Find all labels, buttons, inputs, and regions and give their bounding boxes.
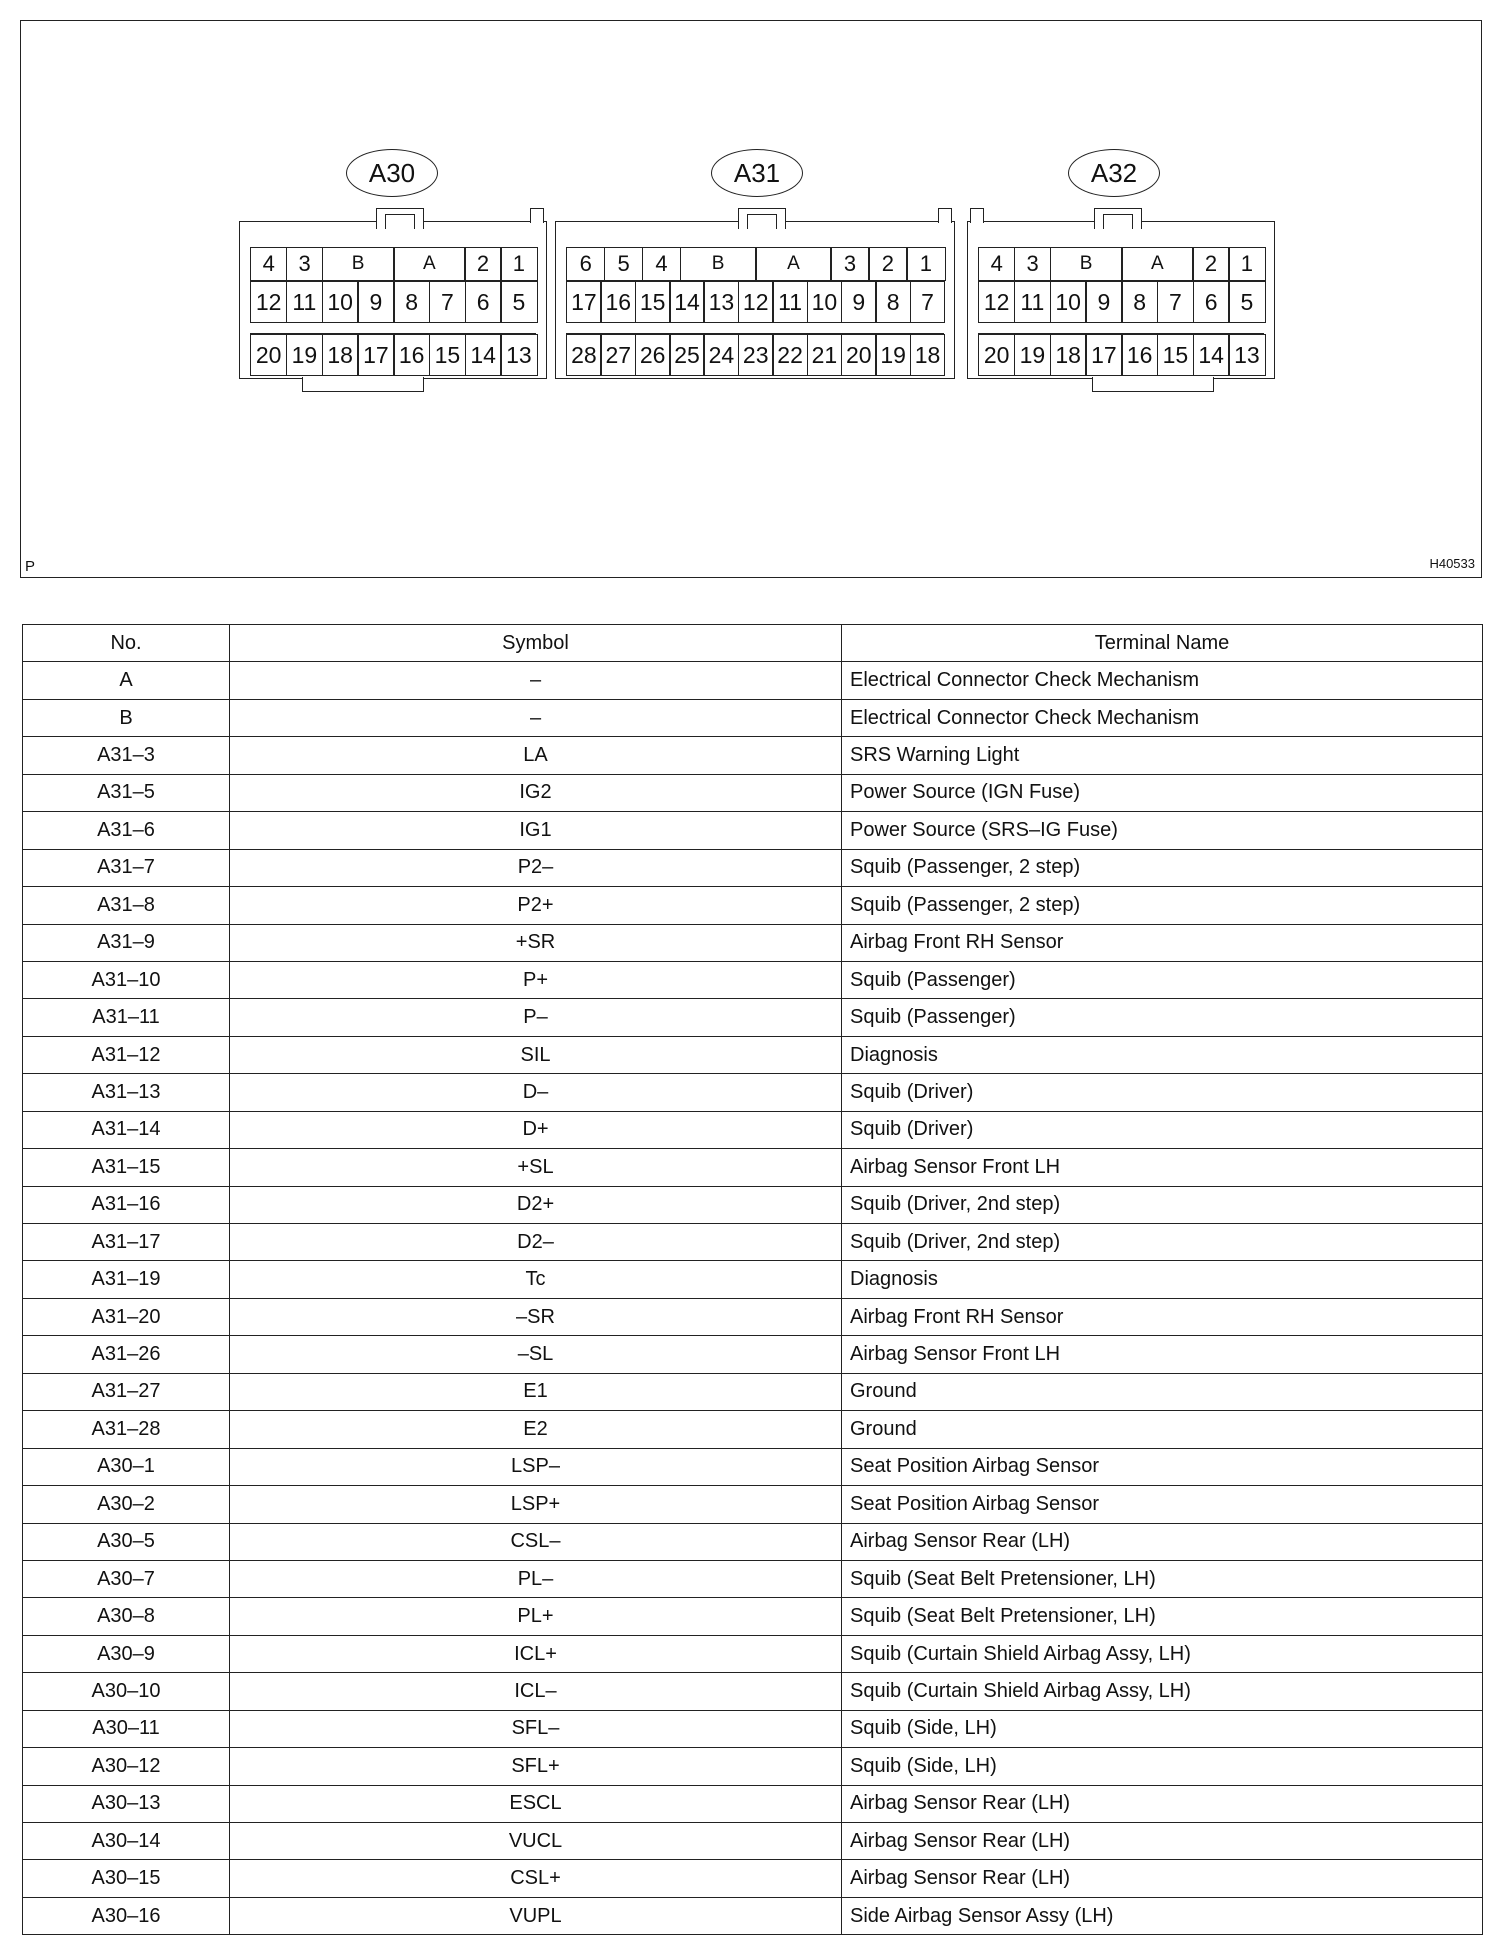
terminal-cavity: 8 [875,281,911,323]
terminal-cavity: 10 [807,281,843,323]
terminal-symbol: LSP+ [230,1486,842,1523]
terminal-no: A30–16 [23,1897,230,1934]
terminal-cavity: 6 [566,247,605,281]
terminal-cavity: 19 [875,334,911,376]
terminal-cavity: 17 [1085,334,1122,376]
connector-a30 [239,221,547,379]
terminal-symbol: D2+ [230,1186,842,1223]
table-row [23,1897,1483,1934]
check-mechanism-cavity: A [393,247,466,281]
table-row [23,1186,1483,1223]
terminal-cavity: 18 [1050,334,1087,376]
terminal-cavity: 22 [772,334,808,376]
terminal-name: Airbag Sensor Rear (LH) [842,1860,1483,1897]
terminal-name: SRS Warning Light [842,737,1483,774]
terminal-symbol: P2– [230,849,842,886]
terminal-name: Side Airbag Sensor Assy (LH) [842,1897,1483,1934]
terminal-cavity: 9 [841,281,877,323]
check-mechanism-cavity: A [755,247,832,281]
terminal-name: Airbag Sensor Rear (LH) [842,1523,1483,1560]
terminal-symbol: D– [230,1074,842,1111]
terminal-cavity: 1 [500,247,537,281]
terminal-cavity: 8 [393,281,430,323]
terminal-cavity: 23 [738,334,774,376]
terminal-symbol: ESCL [230,1785,842,1822]
connector-foot [1092,377,1214,392]
figure-id: H40533 [1429,556,1475,571]
terminal-no: A31–16 [23,1186,230,1223]
table-row [23,1111,1483,1148]
terminal-cavity: 24 [703,334,739,376]
terminal-no: A30–8 [23,1598,230,1635]
terminal-symbol: SFL– [230,1710,842,1747]
table-row [23,1860,1483,1897]
terminal-name: Squib (Curtain Shield Airbag Assy, LH) [842,1673,1483,1710]
connector-row-1 [566,247,944,281]
diagram-corner-mark: P [25,558,36,575]
check-mechanism-cavity: B [322,247,395,281]
terminal-no: A31–28 [23,1411,230,1448]
terminal-name: Airbag Sensor Front LH [842,1336,1483,1373]
terminal-symbol: VUPL [230,1897,842,1934]
terminal-cavity: 13 [1228,334,1265,376]
terminal-cavity: 7 [1157,281,1194,323]
terminal-name: Squib (Curtain Shield Airbag Assy, LH) [842,1635,1483,1672]
terminal-no: A31–7 [23,849,230,886]
terminal-cavity: 3 [1014,247,1051,281]
terminal-cavity: 2 [868,247,907,281]
terminal-no: A30–12 [23,1748,230,1785]
terminal-name: Squib (Side, LH) [842,1710,1483,1747]
terminal-no: A31–9 [23,924,230,961]
terminal-no: A30–7 [23,1560,230,1597]
terminal-cavity: 12 [978,281,1015,323]
terminal-no: A31–6 [23,812,230,849]
terminal-cavity: 2 [464,247,501,281]
terminal-name: Ground [842,1411,1483,1448]
table-row [23,1448,1483,1485]
terminal-symbol: – [230,699,842,736]
terminal-cavity: 1 [906,247,945,281]
terminal-cavity: 18 [910,334,946,376]
terminal-no: A31–14 [23,1111,230,1148]
terminal-cavity: 25 [669,334,705,376]
terminal-cavity: 1 [1228,247,1265,281]
terminal-name: Diagnosis [842,1261,1483,1298]
terminal-cavity: 28 [566,334,602,376]
connector-row-1 [978,247,1264,281]
terminal-cavity: 20 [841,334,877,376]
terminal-name: Ground [842,1373,1483,1410]
terminal-name: Airbag Sensor Rear (LH) [842,1785,1483,1822]
connector-a31 [555,221,955,379]
connector-row-3 [250,333,536,376]
terminal-name: Squib (Passenger, 2 step) [842,849,1483,886]
terminal-no: A31–17 [23,1224,230,1261]
terminal-cavity: 6 [465,281,502,323]
terminal-cavity: 10 [322,281,359,323]
terminal-name: Airbag Sensor Front LH [842,1149,1483,1186]
terminal-no: A31–3 [23,737,230,774]
terminal-cavity: 14 [669,281,705,323]
terminal-cavity: 7 [910,281,946,323]
terminal-symbol: IG1 [230,812,842,849]
terminal-cavity: 15 [1157,334,1194,376]
terminal-cavity: 7 [429,281,466,323]
terminal-cavity: 8 [1121,281,1158,323]
table-row [23,1748,1483,1785]
terminal-cavity: 12 [250,281,287,323]
terminal-cavity: 15 [635,281,671,323]
terminal-name: Power Source (IGN Fuse) [842,774,1483,811]
terminal-name: Power Source (SRS–IG Fuse) [842,812,1483,849]
table-row [23,1149,1483,1186]
terminal-symbol: ICL– [230,1673,842,1710]
connector-a32 [967,221,1275,379]
table-row [23,1785,1483,1822]
terminal-cavity: 5 [604,247,643,281]
terminal-name: Squib (Driver, 2nd step) [842,1186,1483,1223]
terminal-cavity: 21 [807,334,843,376]
table-row [23,1710,1483,1747]
terminal-symbol: –SR [230,1298,842,1335]
terminal-symbol: –SL [230,1336,842,1373]
terminal-name: Squib (Seat Belt Pretensioner, LH) [842,1560,1483,1597]
terminal-cavity: 5 [500,281,537,323]
terminal-symbol: D+ [230,1111,842,1148]
connector-row-2 [250,281,536,323]
terminal-no: A30–2 [23,1486,230,1523]
terminal-symbol: +SL [230,1149,842,1186]
connector-row-2 [566,281,944,323]
terminal-symbol: SFL+ [230,1748,842,1785]
terminal-cavity: 14 [1193,334,1230,376]
terminal-no: A30–11 [23,1710,230,1747]
terminal-no: A30–9 [23,1635,230,1672]
terminal-symbol: E1 [230,1373,842,1410]
terminal-cavity: 17 [566,281,602,323]
table-row [23,849,1483,886]
terminal-cavity: 15 [429,334,466,376]
terminal-name: Diagnosis [842,1036,1483,1073]
terminal-name: Airbag Sensor Rear (LH) [842,1823,1483,1860]
connector-label-a31: A31 [711,149,803,197]
terminal-symbol: VUCL [230,1823,842,1860]
terminal-cavity: 4 [978,247,1015,281]
terminal-cavity: 4 [642,247,681,281]
key-notch [938,208,952,223]
terminal-no: A31–19 [23,1261,230,1298]
terminal-cavity: 20 [250,334,287,376]
table-row [23,1373,1483,1410]
terminal-cavity: 18 [322,334,359,376]
connector-row-1 [250,247,536,281]
table-row [23,812,1483,849]
terminal-cavity: 17 [357,334,394,376]
latch-tab [738,208,786,229]
header-symbol: Symbol [230,625,842,662]
terminal-no: A31–27 [23,1373,230,1410]
terminal-name: Squib (Passenger, 2 step) [842,887,1483,924]
terminal-symbol: ICL+ [230,1635,842,1672]
terminal-no: A31–11 [23,999,230,1036]
terminal-cavity: 9 [1085,281,1122,323]
terminal-symbol: PL+ [230,1598,842,1635]
terminal-symbol: IG2 [230,774,842,811]
latch-tab [1094,208,1142,229]
latch-tab [376,208,424,229]
terminal-symbol: P– [230,999,842,1036]
terminal-name: Squib (Driver) [842,1111,1483,1148]
terminal-no: A30–15 [23,1860,230,1897]
terminal-no: A31–10 [23,961,230,998]
terminal-symbol: P+ [230,961,842,998]
terminal-no: A30–10 [23,1673,230,1710]
table-row [23,662,1483,699]
key-notch [530,208,544,223]
terminal-name: Electrical Connector Check Mechanism [842,699,1483,736]
terminal-cavity: 20 [978,334,1015,376]
table-row [23,999,1483,1036]
terminal-no: A30–1 [23,1448,230,1485]
header-no: No. [23,625,230,662]
terminal-cavity: 11 [772,281,808,323]
table-row [23,1598,1483,1635]
terminal-no: A31–12 [23,1036,230,1073]
table-row [23,737,1483,774]
terminal-cavity: 6 [1193,281,1230,323]
check-mechanism-cavity: B [1050,247,1123,281]
check-mechanism-cavity: B [680,247,757,281]
terminal-symbol: SIL [230,1036,842,1073]
terminal-cavity: 26 [635,334,671,376]
table-row [23,1261,1483,1298]
terminal-symbol: D2– [230,1224,842,1261]
header-terminal-name: Terminal Name [842,625,1483,662]
terminal-cavity: 4 [250,247,287,281]
terminal-name: Electrical Connector Check Mechanism [842,662,1483,699]
table-row [23,1298,1483,1335]
terminal-cavity: 11 [1014,281,1051,323]
key-notch [970,208,984,223]
terminal-cavity: 9 [357,281,394,323]
terminal-cavity: 14 [465,334,502,376]
terminal-no: A31–5 [23,774,230,811]
terminal-symbol: Tc [230,1261,842,1298]
terminal-cavity: 27 [600,334,636,376]
terminal-no: A31–15 [23,1149,230,1186]
terminal-name: Seat Position Airbag Sensor [842,1486,1483,1523]
table-row [23,1823,1483,1860]
terminal-symbol: CSL+ [230,1860,842,1897]
terminal-symbol: PL– [230,1560,842,1597]
table-row [23,1411,1483,1448]
terminal-no: A31–13 [23,1074,230,1111]
terminal-cavity: 3 [830,247,869,281]
terminal-no: A30–5 [23,1523,230,1560]
connector-diagram [20,20,1482,578]
terminal-cavity: 13 [703,281,739,323]
terminal-name: Squib (Side, LH) [842,1748,1483,1785]
connector-row-3 [978,333,1264,376]
terminal-name: Squib (Driver, 2nd step) [842,1224,1483,1261]
table-body [23,662,1483,1935]
terminal-symbol: CSL– [230,1523,842,1560]
terminal-cavity: 19 [1014,334,1051,376]
table-row [23,1224,1483,1261]
terminal-symbol: LSP– [230,1448,842,1485]
table-row [23,774,1483,811]
terminal-cavity: 16 [1121,334,1158,376]
terminal-cavity: 11 [286,281,323,323]
terminal-name: Squib (Driver) [842,1074,1483,1111]
terminal-symbol: P2+ [230,887,842,924]
terminal-symbol: +SR [230,924,842,961]
terminal-name: Airbag Front RH Sensor [842,1298,1483,1335]
terminal-cavity: 12 [738,281,774,323]
terminal-cavity: 2 [1192,247,1229,281]
table-row [23,699,1483,736]
terminal-no: A [23,662,230,699]
table-row [23,1523,1483,1560]
terminal-symbol: LA [230,737,842,774]
terminal-no: A30–14 [23,1823,230,1860]
terminal-cavity: 16 [600,281,636,323]
table-row [23,1036,1483,1073]
table-row [23,1560,1483,1597]
terminal-no: A31–8 [23,887,230,924]
connector-row-2 [978,281,1264,323]
terminal-cavity: 5 [1228,281,1265,323]
connector-foot [302,377,424,392]
terminal-cavity: 10 [1050,281,1087,323]
table-row [23,1074,1483,1111]
table-header-row [23,625,1483,662]
terminal-cavity: 19 [286,334,323,376]
terminal-cavity: 13 [500,334,537,376]
terminal-name: Airbag Front RH Sensor [842,924,1483,961]
connector-row-3 [566,333,944,376]
table-row [23,887,1483,924]
terminal-name: Squib (Passenger) [842,961,1483,998]
terminal-no: A31–20 [23,1298,230,1335]
table-row [23,924,1483,961]
terminal-no: B [23,699,230,736]
terminal-symbol: – [230,662,842,699]
terminal-cavity: 16 [393,334,430,376]
terminal-symbol: E2 [230,1411,842,1448]
terminal-name: Squib (Passenger) [842,999,1483,1036]
terminal-name: Seat Position Airbag Sensor [842,1448,1483,1485]
terminal-table [22,624,1483,1935]
table-row [23,1336,1483,1373]
connector-label-a32: A32 [1068,149,1160,197]
table-row [23,1486,1483,1523]
terminal-cavity: 3 [286,247,323,281]
table-row [23,961,1483,998]
table-row [23,1673,1483,1710]
terminal-name: Squib (Seat Belt Pretensioner, LH) [842,1598,1483,1635]
table-row [23,1635,1483,1672]
check-mechanism-cavity: A [1121,247,1194,281]
terminal-no: A30–13 [23,1785,230,1822]
terminal-no: A31–26 [23,1336,230,1373]
connector-label-a30: A30 [346,149,438,197]
